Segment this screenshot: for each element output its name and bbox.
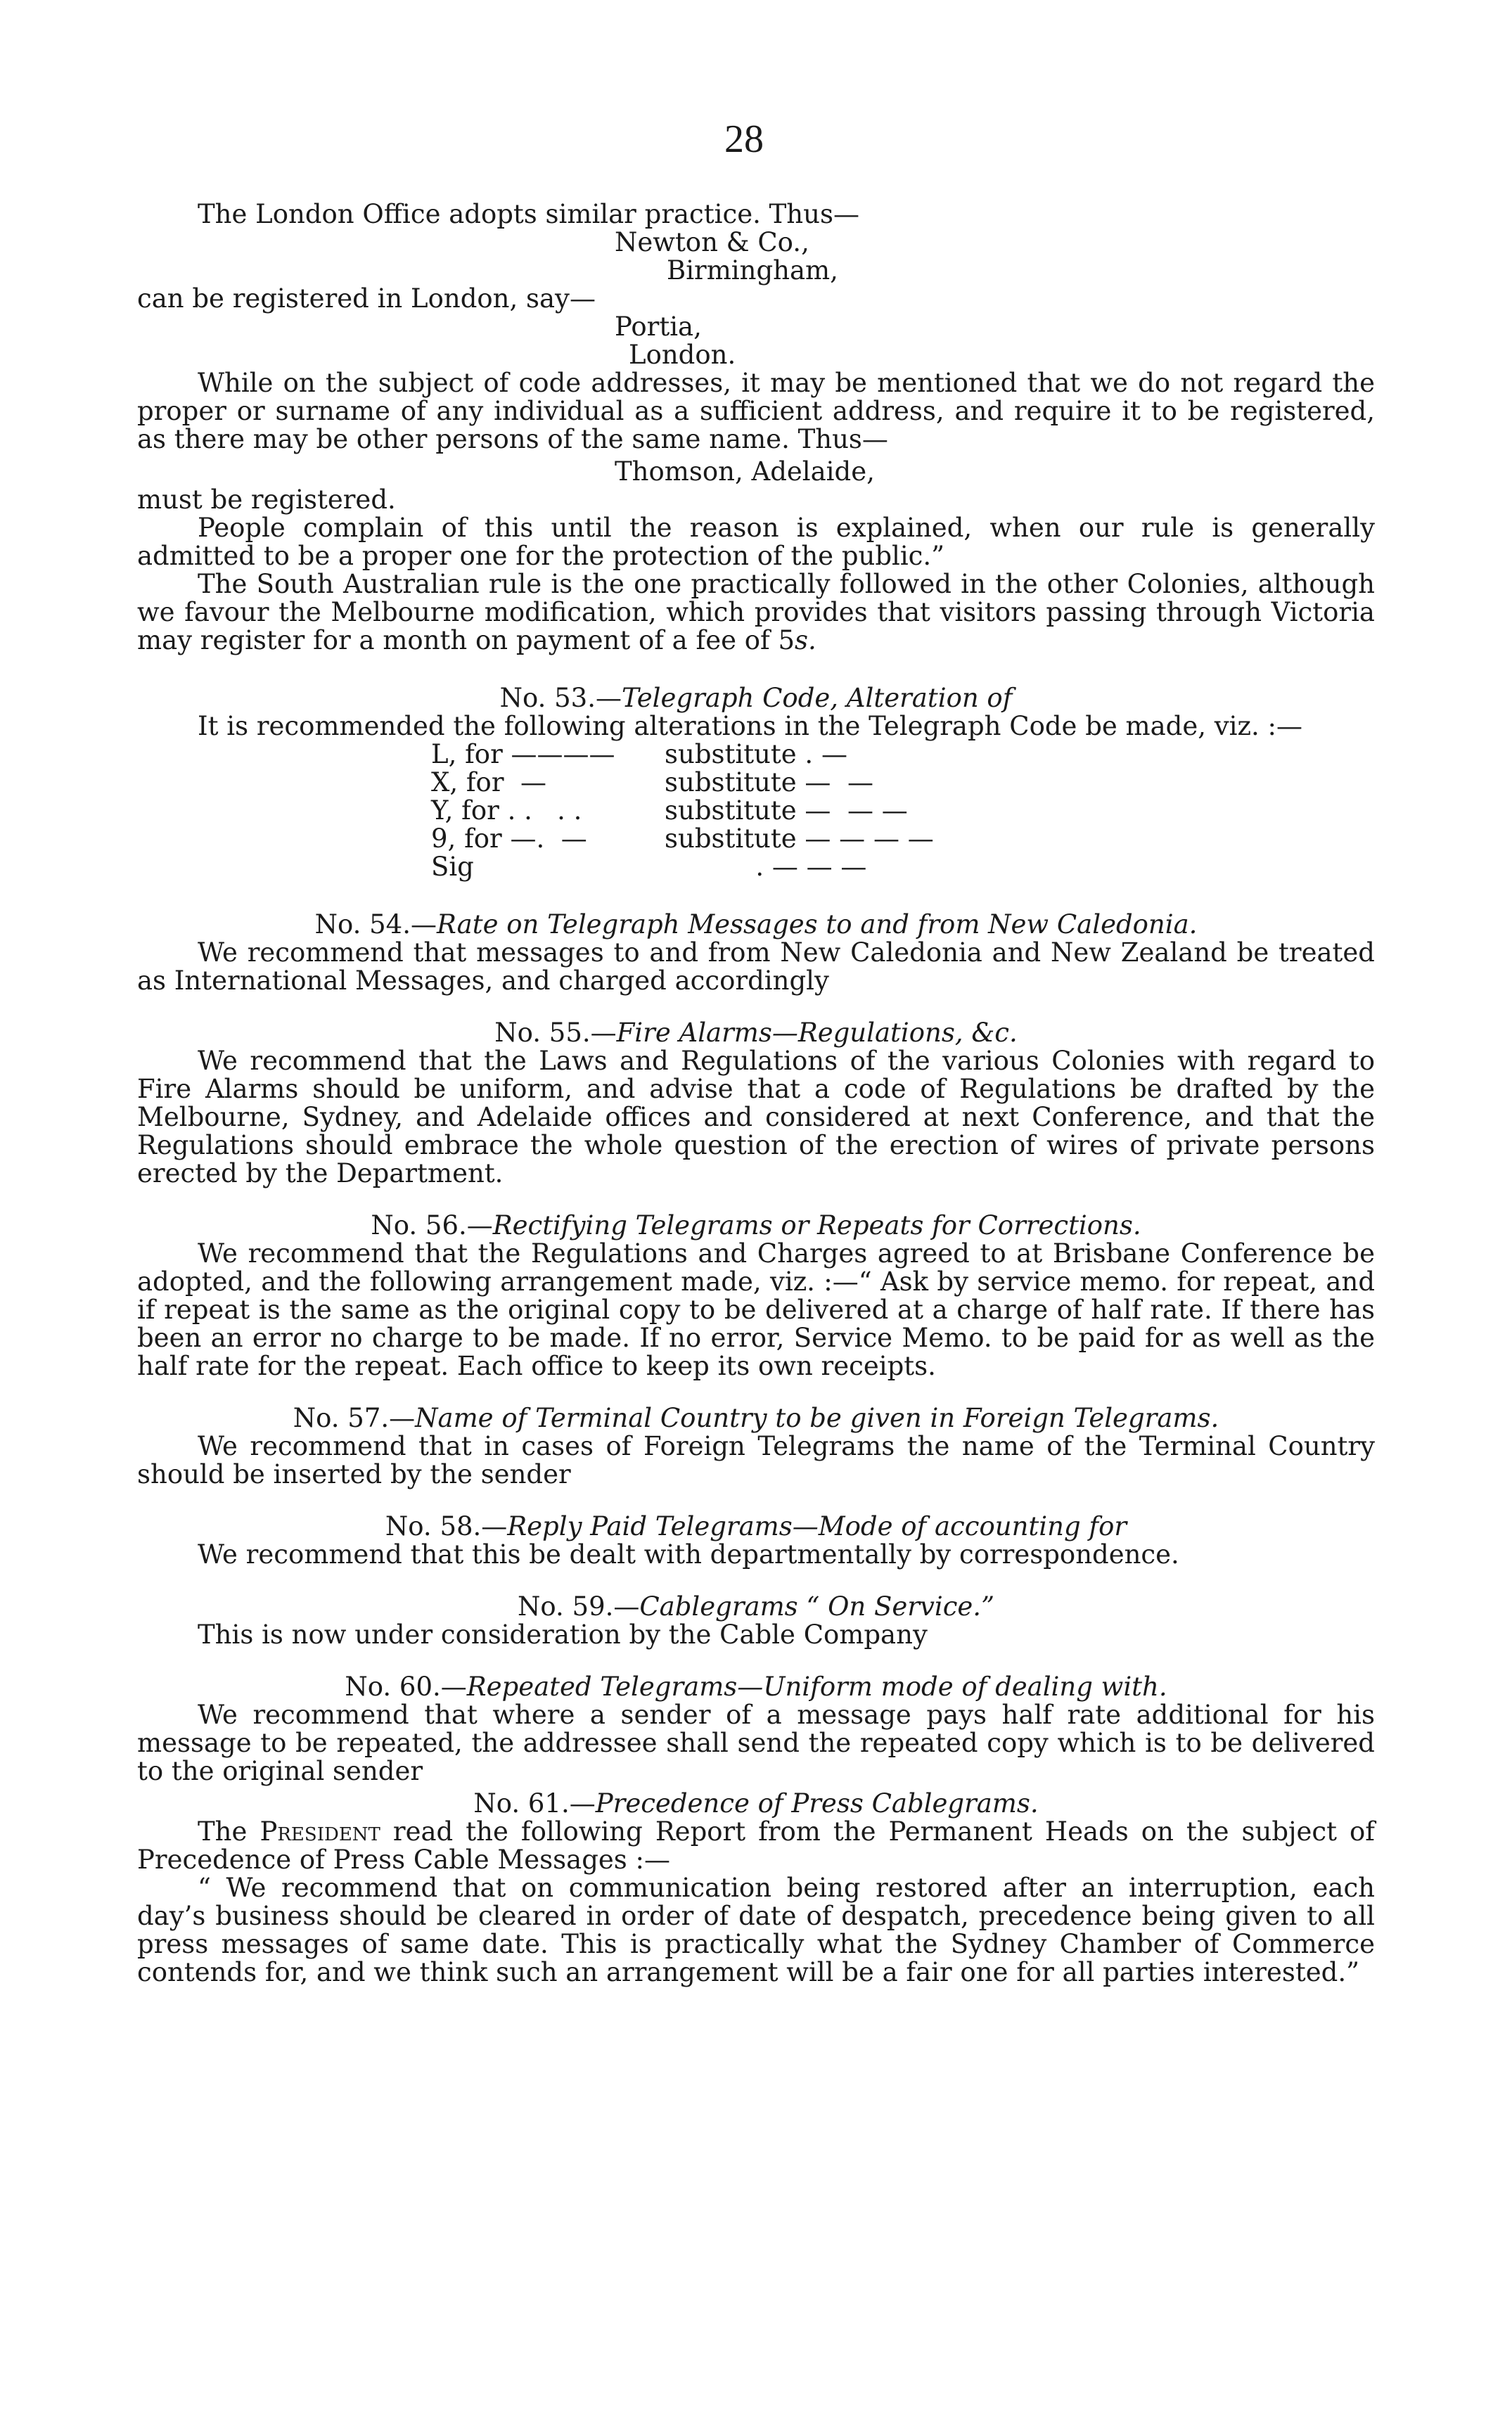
section-heading-55: No. 55.—Fire Alarms—Regulations, &c. <box>494 1018 1018 1048</box>
code-row: L, for ———— substitute . — <box>431 739 847 769</box>
people-complain-paragraph: People complain of this until the reason is explained, when our rule is generally admitted to be a proper one for the protection of the public.” <box>137 513 1375 571</box>
press-quote-paragraph: “ We recommend that on communication being restored after an interruption, each day’s business should be cleared in order of date of despatch, precedence being given to all press messages of same date. This is practically what the Sydney Chamber of Commerce contends for, and we think such an arrangement will be a fair one for all parties interested.” <box>137 1873 1375 1987</box>
section-heading-56: No. 56.—Rectifying Telegrams or Repeats for Corrections. <box>371 1210 1141 1240</box>
must-register-line: must be registered. <box>137 485 396 515</box>
section-heading-59: No. 59.—Cablegrams “ On Service.” <box>518 1591 994 1622</box>
section-body-59: This is now under consideration by the Cable Company <box>198 1620 928 1650</box>
page-number: 28 <box>724 117 764 161</box>
fee-unit: s. <box>795 625 816 655</box>
page-body <box>137 200 1375 1987</box>
code-address-line: Portia, <box>615 312 702 342</box>
south-australian-text: The South Australian rule is the one practically followed in the other Colonies, although we favour the Melbourne modification, which provides that visitors passing through Victoria may register for a month on payment of a fee of 5 <box>137 569 1375 655</box>
section-heading-54: No. 54.—Rate on Telegraph Messages to and from New Caledonia. <box>314 909 1198 940</box>
section-body-60: We recommend that where a sender of a message pays half rate additional for his message to be repeated, the addressee shall send the repeated copy which is to be delivered to the original sender <box>137 1700 1375 1786</box>
address-line: Newton & Co., <box>615 227 809 257</box>
section-body-53: It is recommended the following alterations in the Telegraph Code be made, viz. :— <box>198 711 1303 741</box>
section-heading-60: No. 60.—Repeated Telegrams—Uniform mode of dealing with. <box>345 1672 1167 1702</box>
telegraph-code-table <box>431 741 934 881</box>
president-label: President <box>260 1816 380 1847</box>
section-body-58: We recommend that this be dealt with departmentally by correspondence. <box>198 1539 1179 1570</box>
code-row: Sig . — — — <box>431 852 867 882</box>
thomson-address: Thomson, Adelaide, <box>615 456 875 487</box>
section-body-57: We recommend that in cases of Foreign Telegrams the name of the Terminal Country should be inserted by the sender <box>137 1431 1375 1489</box>
code-row: Y, for . . . . substitute — — — <box>431 795 908 826</box>
section-heading-58: No. 58.—Reply Paid Telegrams—Mode of accounting for <box>385 1511 1127 1541</box>
address-line: Birmingham, <box>667 255 838 286</box>
code-address-line: London. <box>629 340 736 370</box>
code-row: 9, for —. — substitute — — — — <box>431 823 934 854</box>
section-body-55: We recommend that the Laws and Regulations of the various Colonies with regard to Fire Alarms should be uniform, and advise that a code of Regulations be drafted by the Melbourne, Sydney, and Adelaide offices and considered at next Conference, and that the Regulations should embrace the whole question of the erection of wires of private persons erected by the Department. <box>137 1046 1375 1188</box>
section-body-54: We recommend that messages to and from New Caledonia and New Zealand be treated as International Messages, and charged accordingly <box>137 937 1375 996</box>
section-body-56: We recommend that the Regulations and Charges agreed to at Brisbane Conference be adopted, and the following arrangement made, viz. :—“ Ask by service memo. for repeat, and if repeat is the same as the original copy to be delivered at a charge of half rate. If there has been an error no charge to be made. If no error, Service Memo. to be paid for as well as the half rate for the repeat. Each office to keep its own receipts. <box>137 1238 1375 1381</box>
section-heading-53: No. 53.—Telegraph Code, Alteration of <box>499 683 1013 713</box>
london-register-line: can be registered in London, say— <box>137 283 596 314</box>
code-row: X, for — substitute — — <box>431 767 873 797</box>
press-intro-paragraph: The President read the following Report from the Permanent Heads on the subject of Precedence of Press Cable Messages :— <box>137 1816 1376 1875</box>
code-addresses-paragraph: While on the subject of code addresses, it may be mentioned that we do not regard the proper or surname of any individual as a sufficient address, and require it to be registered, as there may be other persons of the same name. Thus— <box>137 368 1375 454</box>
south-australian-paragraph <box>137 570 1375 655</box>
london-intro: The London Office adopts similar practice. Thus— <box>198 199 859 229</box>
section-heading-57: No. 57.—Name of Terminal Country to be given in Foreign Telegrams. <box>293 1403 1219 1433</box>
section-heading-61: No. 61.—Precedence of Press Cablegrams. <box>473 1788 1039 1819</box>
